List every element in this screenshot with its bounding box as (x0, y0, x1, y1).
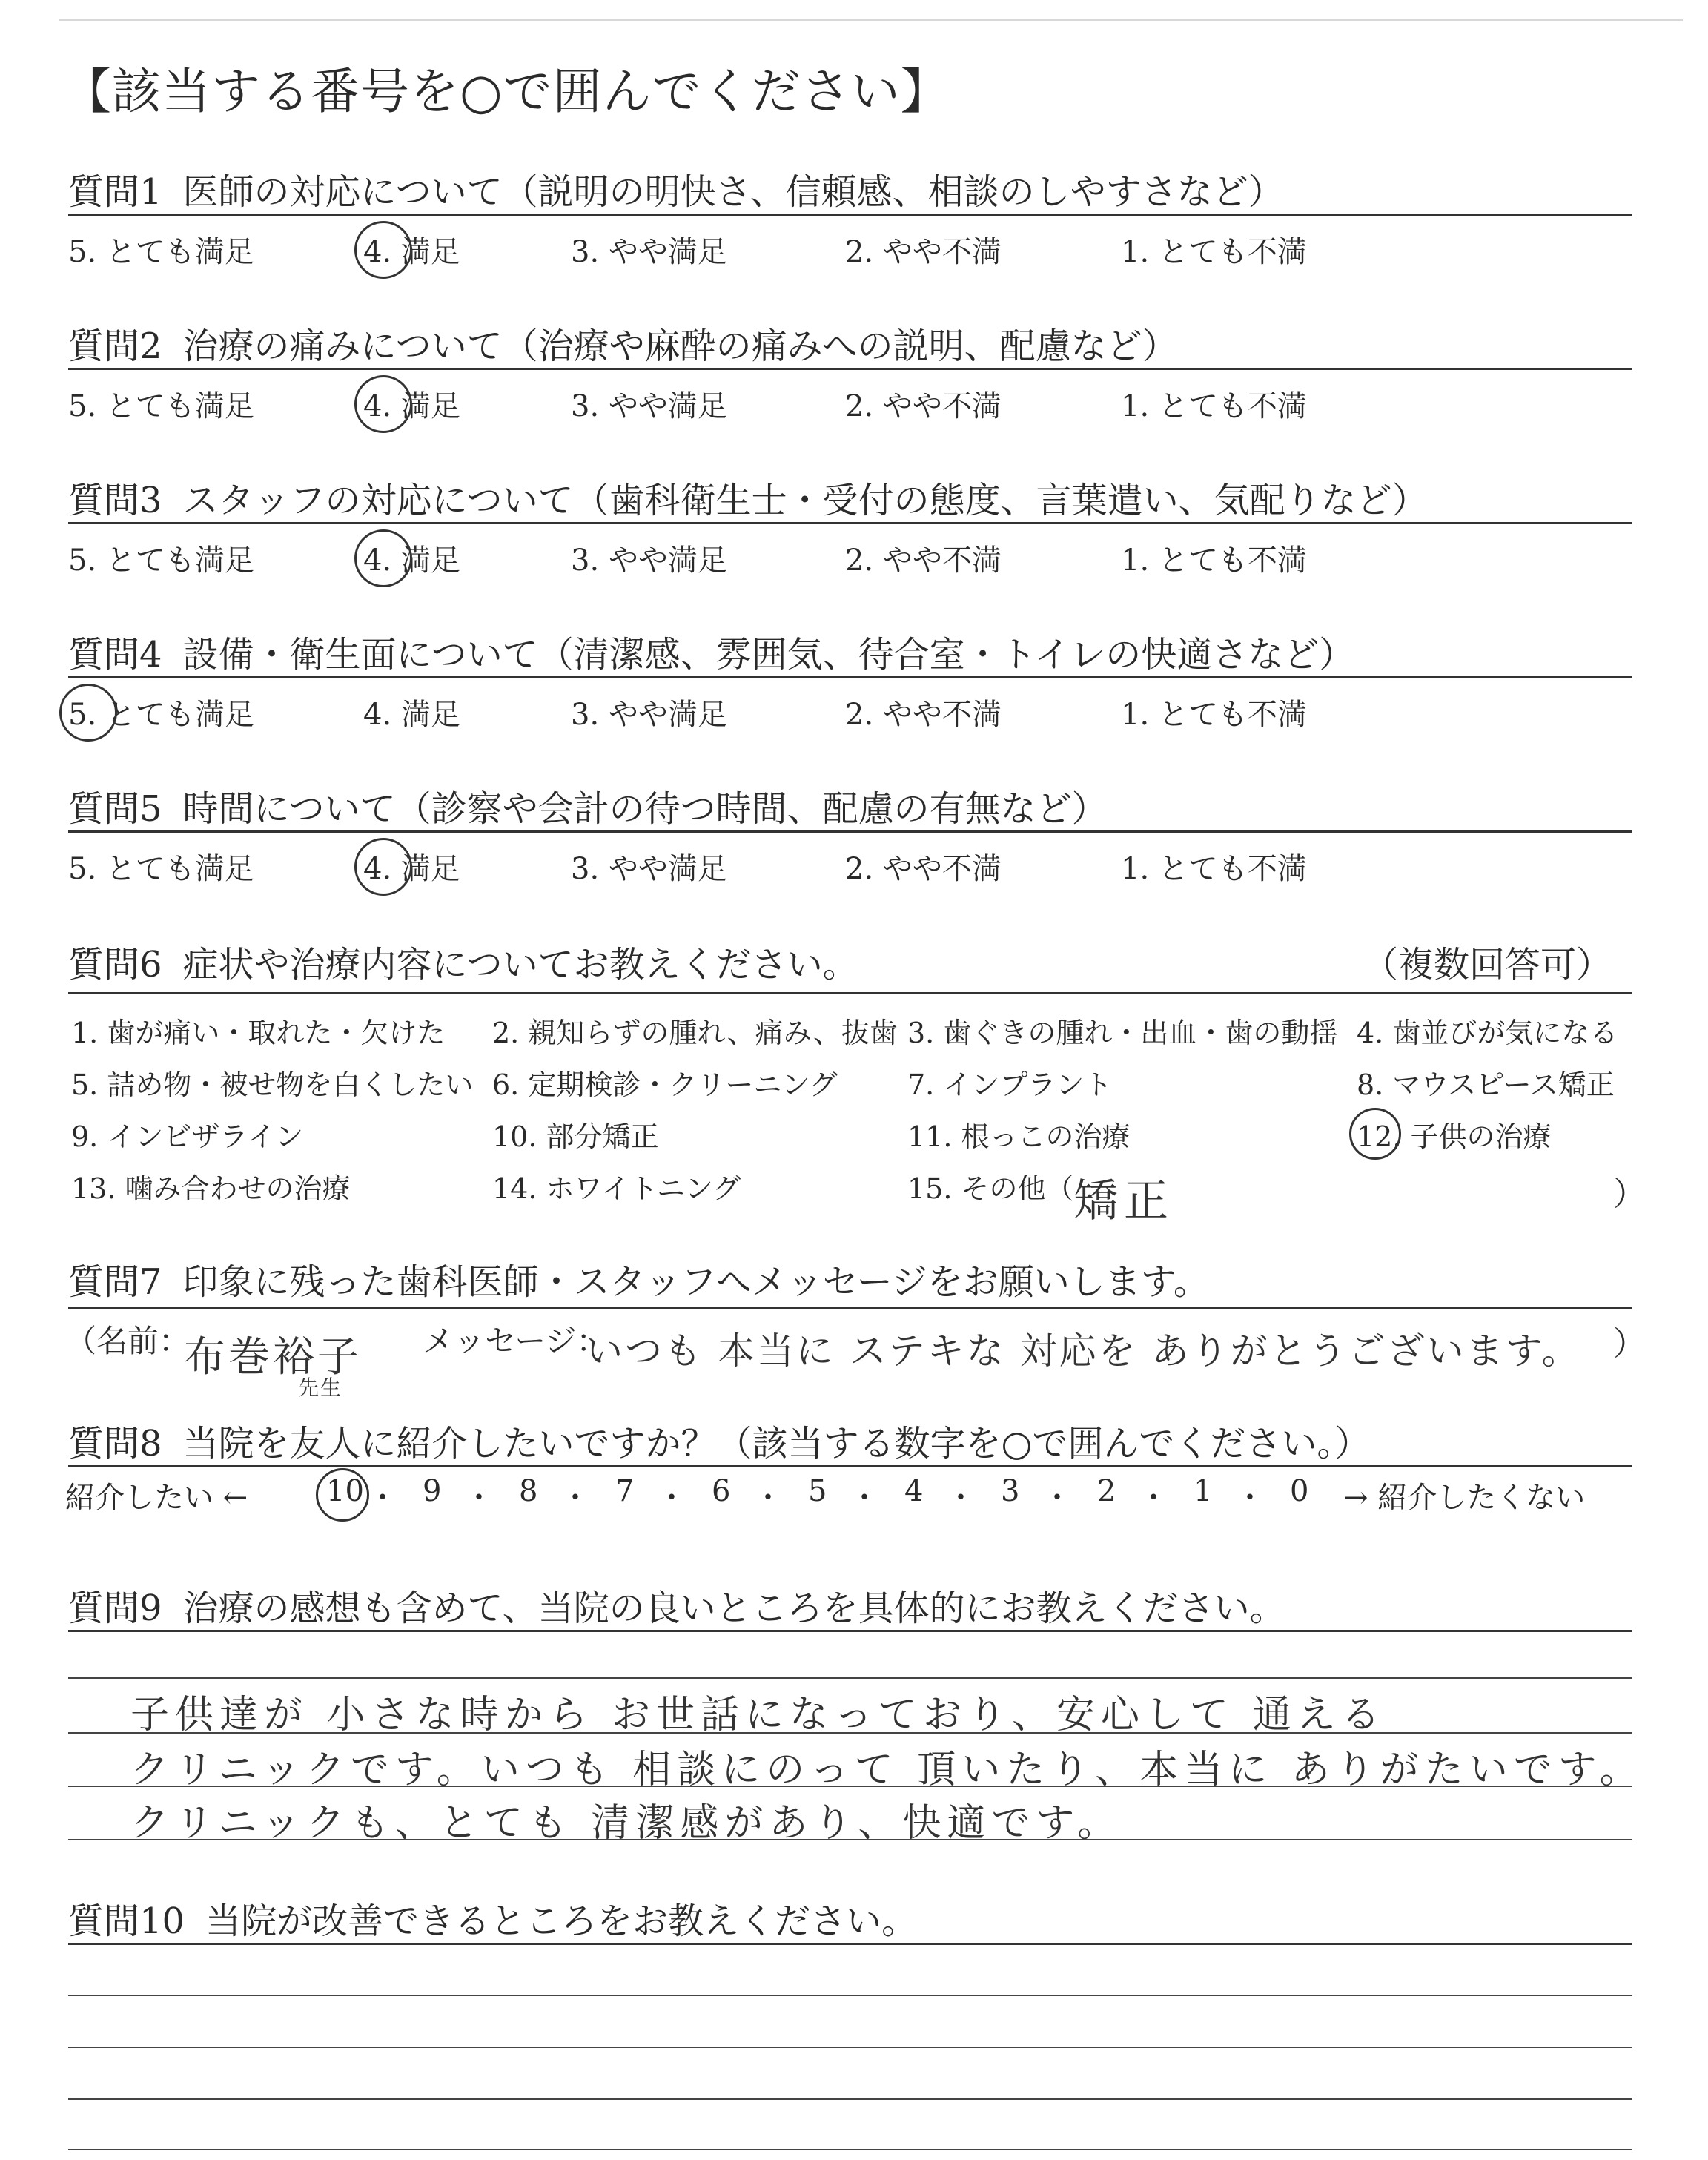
q7-rule (68, 1307, 1632, 1309)
q3-option-4[interactable]: 4. 満足 (363, 537, 460, 579)
q6-close-paren: ） (1613, 1175, 1646, 1213)
q3-option-1[interactable]: 1. とても不満 (1121, 544, 1307, 578)
q2-option-1[interactable]: 1. とても不満 (1121, 389, 1307, 423)
q6-multi-note: （複数回答可） (1363, 944, 1612, 985)
q8-scale-separator: ・ (753, 1481, 783, 1515)
q1-option-4[interactable]: 4. 満足 (363, 228, 460, 271)
q6-option-4[interactable]: 4. 歯並びが気になる (1357, 1017, 1618, 1049)
q6-option-1[interactable]: 1. 歯が痛い・取れた・欠けた (71, 1017, 446, 1049)
q8-scale-separator: ・ (946, 1481, 976, 1515)
q8-scale-10[interactable]: 10 (326, 1474, 364, 1508)
q1-number: 質問1 (68, 171, 162, 213)
q10-number: 質問10 (68, 1900, 185, 1942)
q10-text: 当院が改善できるところをお教えください。 (205, 1900, 918, 1942)
q8-number: 質問8 (68, 1423, 162, 1464)
q7-name-handwritten: 布巻裕子 (184, 1333, 362, 1381)
q5-option-4[interactable]: 4. 満足 (363, 845, 460, 888)
q6-option-13[interactable]: 13. 噛み合わせの治療 (71, 1172, 351, 1205)
q7-message-handwritten: いつも 本当に ステキな 対応を ありがとうございます。 (586, 1330, 1581, 1373)
form-header: 【該当する番号を○で囲んでください】 (62, 63, 950, 120)
q8-scale-separator: ・ (850, 1481, 879, 1515)
q2-option-2[interactable]: 2. やや不満 (845, 389, 1002, 423)
q9-number: 質問9 (68, 1588, 162, 1629)
q8-scale-3[interactable]: 3 (1001, 1474, 1020, 1508)
q8-scale-separator: ・ (464, 1481, 494, 1515)
q4-option-1[interactable]: 1. とても不満 (1121, 698, 1307, 732)
q8-scale-separator: ・ (1235, 1481, 1265, 1515)
q6-option-12[interactable]: 12. 子供の治療 (1357, 1114, 1552, 1155)
q3-title (68, 472, 1428, 523)
q9-rule (68, 1630, 1632, 1632)
q2-title (68, 317, 1178, 369)
q6-option-10[interactable]: 10. 部分矯正 (492, 1120, 659, 1153)
q6-option-11[interactable]: 11. 根っこの治療 (907, 1120, 1131, 1153)
q4-option-4[interactable]: 4. 満足 (363, 698, 460, 732)
q6-option-6[interactable]: 6. 定期検診・クリーニング (492, 1069, 838, 1101)
q5-option-3[interactable]: 3. やや満足 (571, 852, 727, 886)
q8-scale-5[interactable]: 5 (808, 1474, 827, 1508)
q4-rule (68, 676, 1632, 678)
q8-rule (68, 1465, 1632, 1467)
q6-option-15[interactable]: 15. その他（ (907, 1172, 1074, 1205)
q6-other-handwritten: 矯正 (1073, 1175, 1174, 1227)
q4-option-2[interactable]: 2. やや不満 (845, 698, 1002, 732)
q2-option-4[interactable]: 4. 満足 (363, 383, 460, 425)
q7-name-suffix: 先生 (298, 1375, 343, 1400)
q6-text: 症状や治療内容についてお教えください。 (182, 944, 858, 985)
q1-option-5[interactable]: 5. とても満足 (68, 235, 254, 269)
q8-scale-2[interactable]: 2 (1097, 1474, 1116, 1508)
q3-option-5[interactable]: 5. とても満足 (68, 544, 254, 578)
q8-scale-7[interactable]: 7 (615, 1474, 635, 1508)
q9-answer-line: 子供達が 小さな時から お世話になっており、安心して 通える (130, 1693, 1386, 1737)
q1-option-2[interactable]: 2. やや不満 (845, 235, 1002, 269)
q8-scale-9[interactable]: 9 (423, 1474, 442, 1508)
q1-title (68, 163, 1284, 214)
q2-text: 治療の痛みについて（治療や麻酔の痛みへの説明、配慮など） (182, 326, 1178, 367)
q6-option-5[interactable]: 5. 詰め物・被せ物を白くしたい (71, 1069, 474, 1101)
q10-line-rule (68, 2149, 1632, 2150)
q8-right-label: → 紹介したくない (1343, 1481, 1586, 1515)
q6-option-8[interactable]: 8. マウスピース矯正 (1357, 1069, 1615, 1101)
q7-close-paren: ） (1613, 1325, 1646, 1363)
q8-scale-separator: ・ (1042, 1481, 1072, 1515)
q1-text: 医師の対応について（説明の明快さ、信頼感、相談のしやすさなど） (182, 171, 1284, 213)
q8-scale-0[interactable]: 0 (1290, 1474, 1309, 1508)
q4-text: 設備・衛生面について（清潔感、雰囲気、待合室・トイレの快適さなど） (182, 634, 1355, 676)
q10-line-rule (68, 2047, 1632, 2048)
q8-scale-4[interactable]: 4 (904, 1474, 924, 1508)
q8-scale-separator: ・ (368, 1481, 397, 1515)
q5-option-5[interactable]: 5. とても満足 (68, 852, 254, 886)
q5-number: 質問5 (68, 788, 162, 830)
q9-text: 治療の感想も含めて、当院の良いところを具体的にお教えください。 (182, 1588, 1285, 1629)
q7-message-label: メッセージ： (423, 1323, 608, 1359)
q3-option-2[interactable]: 2. やや不満 (845, 544, 1002, 578)
q7-number: 質問7 (68, 1261, 162, 1303)
q5-rule (68, 830, 1632, 833)
q6-title (68, 936, 858, 987)
q2-option-5[interactable]: 5. とても満足 (68, 389, 254, 423)
q4-option-5[interactable]: 5. とても満足 (68, 691, 254, 733)
q10-line-rule (68, 2098, 1632, 2100)
q3-rule (68, 522, 1632, 524)
q5-title (68, 780, 1108, 831)
q5-option-2[interactable]: 2. やや不満 (845, 852, 1002, 886)
q8-scale-8[interactable]: 8 (519, 1474, 538, 1508)
q2-rule (68, 368, 1632, 370)
q1-option-3[interactable]: 3. やや満足 (571, 235, 727, 269)
q7-name-label: （名前： (65, 1323, 191, 1359)
q9-answer-line: クリニックです。いつも 相談にのって 頂いたり、本当に ありがたいです。 (130, 1748, 1644, 1792)
q10-line-rule (68, 1995, 1632, 1996)
q6-option-3[interactable]: 3. 歯ぐきの腫れ・出血・歯の動揺 (907, 1017, 1338, 1049)
q1-rule (68, 214, 1632, 216)
q9-answer-line: クリニックも、とても 清潔感があり、快適です。 (130, 1801, 1122, 1846)
q8-scale-separator: ・ (560, 1481, 590, 1515)
q6-option-9[interactable]: 9. インビザライン (71, 1120, 304, 1153)
q9-line-rule (68, 1677, 1632, 1679)
q8-left-label: 紹介したい ← (65, 1481, 248, 1515)
q7-title (68, 1253, 1209, 1304)
q10-rule (68, 1943, 1632, 1945)
q5-option-1[interactable]: 1. とても不満 (1121, 852, 1307, 886)
q8-scale-separator: ・ (657, 1481, 686, 1515)
q8-scale-separator: ・ (1139, 1481, 1168, 1515)
q6-rule (68, 992, 1632, 994)
q4-title (68, 626, 1354, 677)
q1-option-1[interactable]: 1. とても不満 (1121, 235, 1307, 269)
q5-text: 時間について（診察や会計の待つ時間、配慮の有無など） (182, 788, 1108, 830)
q8-scale-6[interactable]: 6 (712, 1474, 731, 1508)
q6-option-2[interactable]: 2. 親知らずの腫れ、痛み、抜歯 (492, 1017, 898, 1049)
q3-text: スタッフの対応について（歯科衛生士・受付の態度、言葉遣い、気配りなど） (182, 480, 1428, 521)
q10-title (68, 1892, 917, 1943)
q2-option-3[interactable]: 3. やや満足 (571, 389, 727, 423)
q8-text: 当院を友人に紹介したいですか？（該当する数字を○で囲んでください。） (182, 1423, 1371, 1464)
q4-number: 質問4 (68, 634, 162, 676)
q3-option-3[interactable]: 3. やや満足 (571, 544, 727, 578)
q6-number: 質問6 (68, 944, 162, 985)
q3-number: 質問3 (68, 480, 162, 521)
q6-option-7[interactable]: 7. インプラント (907, 1069, 1113, 1101)
q8-title (68, 1415, 1370, 1466)
q2-number: 質問2 (68, 326, 162, 367)
q4-option-3[interactable]: 3. やや満足 (571, 698, 727, 732)
top-border (59, 19, 1683, 21)
q7-text: 印象に残った歯科医師・スタッフへメッセージをお願いします。 (182, 1261, 1209, 1303)
q8-scale-1[interactable]: 1 (1194, 1474, 1213, 1508)
q9-title (68, 1579, 1285, 1631)
q6-option-14[interactable]: 14. ホワイトニング (492, 1172, 741, 1205)
